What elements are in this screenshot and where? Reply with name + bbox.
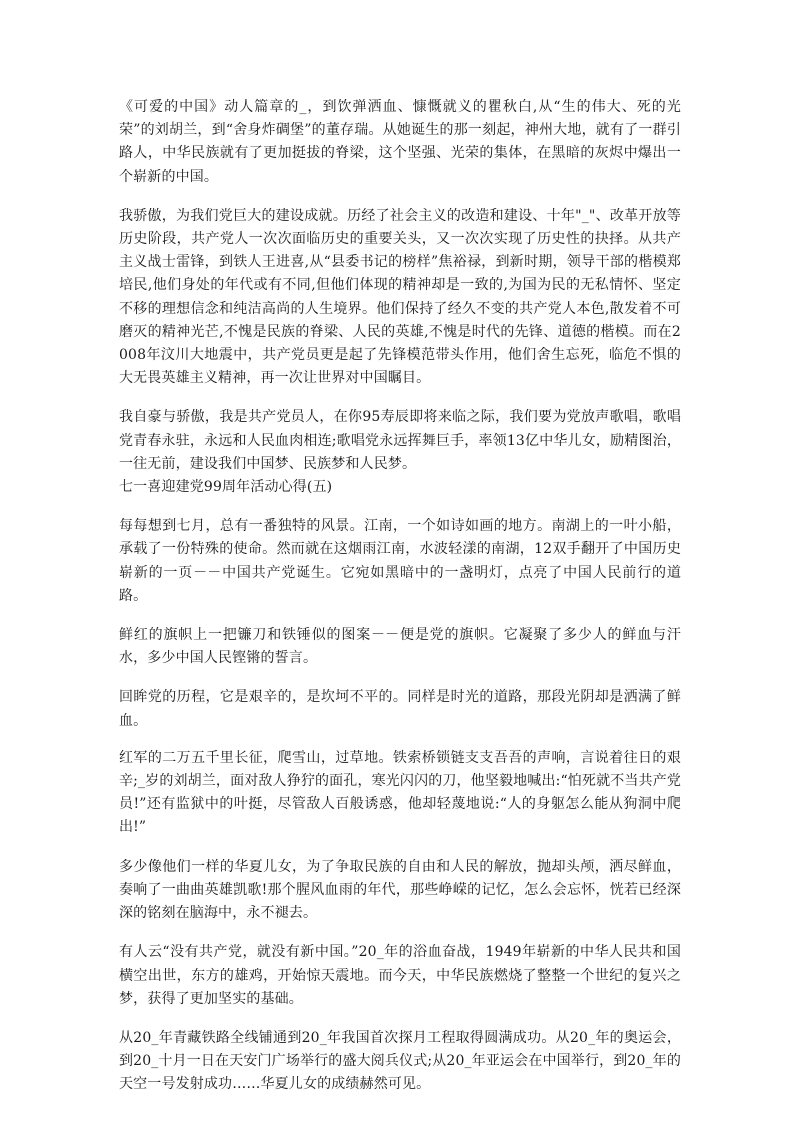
paragraph: 每每想到七月，总有一番独特的风景。江南，一个如诗如画的地方。南湖上的一叶小船，承载了一份特殊的使命。然而就在这烟雨江南，水波轻漾的南湖，12双手翻开了中国历史崭新的一页－－中国共产党诞生。它宛如黑暗中的一盏明灯，点亮了中国人民前行的道路。	[119, 518, 681, 604]
paragraph: 我自豪与骄傲，我是共产党员人，在你95寿辰即将来临之际，我们要为党放声歌唱，歌唱党青春永驻，永远和人民血肉相连;歌唱党永远挥舞巨手，率领13亿中华儿女，励精图治，一往无前，建设我们中国梦、民族梦和人民梦。	[119, 409, 681, 472]
paragraph: 有人云“没有共产党，就没有新中国。”20_年的浴血奋战，1949年崭新的中华人民共和国横空出世，东方的雄鸡，开始惊天震地。而今天，中华民族燃烧了整整一个世纪的复兴之梦，获得了更加坚实的基础。	[119, 944, 681, 1007]
paragraph: 多少像他们一样的华夏儿女，为了争取民族的自由和人民的解放，抛却头颅，洒尽鲜血，奏响了一曲曲英雄凯歌!那个腥风血雨的年代，那些峥嵘的记忆，怎么会忘怀，恍若已经深深的铭刻在脑海中，永不褪去。	[119, 858, 681, 922]
document-body	[119, 96, 681, 1097]
paragraph: 我骄傲，为我们党巨大的建设成就。历经了社会主义的改造和建设、十年"_"、改革开放等历史阶段，共产党人一次次面临历史的重要关头，又一次次实现了历史性的抉择。从共产主义战士雷锋，到铁人王进喜,从“县委书记的榜样”焦裕禄，到新时期，领导干部的楷模郑培民,他们身处的年代或有不同,但他们体现的精神却是一致的,为国为民的无私情怀、坚定不移的理想信念和纯洁高尚的人生境界。他们保持了经久不变的共产党人本色,散发着不可磨灭的精神光芒,不愧是民族的脊梁、人民的英雄,不愧是时代的先锋、道德的楷模。而在2008年汶川大地震中，共产党员更是起了先锋模范带头作用，他们舍生忘死，临危不惧的大无畏英雄主义精神，再一次让世界对中国瞩目。	[119, 207, 681, 387]
paragraph: 从20_年青藏铁路全线铺通到20_年我国首次探月工程取得圆满成功。从20_年的奥运会，到20_十月一日在天安门广场举行的盛大阅兵仪式;从20_年亚运会在中国举行，到20_年的天空一号发射成功……华夏儿女的成绩赫然可见。	[119, 1029, 681, 1093]
section-title: 七一喜迎建党99周年活动心得(五)	[119, 479, 333, 496]
paragraph: 鲜红的旗帜上一把镰刀和铁锤似的图案－－便是党的旗帜。它凝聚了多少人的鲜血与汗水，多少中国人民铿锵的誓言。	[119, 627, 681, 667]
paragraph: 红军的二万五千里长征，爬雪山，过草地。铁索桥锁链支支吾吾的声响，言说着往日的艰辛;_岁的刘胡兰，面对敌人狰狞的面孔，寒光闪闪的刀，他坚毅地喊出:“怕死就不当共产党员!”还有监狱中的叶挺，尽管敌人百般诱惑，他却轻蔑地说:“人的身躯怎么能从狗洞中爬出!”	[119, 749, 681, 836]
paragraph: 回眸党的历程，它是艰辛的，是坎坷不平的。同样是时光的道路，那段光阴却是洒满了鲜血。	[119, 689, 681, 729]
paragraph: 《可爱的中国》动人篇章的_，到饮弹洒血、慷慨就义的瞿秋白,从“生的伟大、死的光荣”的刘胡兰，到“舍身炸碉堡”的董存瑞。从她诞生的那一刻起，神州大地，就有了一群引路人，中华民族就有了更加挺拔的脊梁，这个坚强、光荣的集体，在黑暗的灰烬中爆出一个崭新的中国。	[119, 99, 681, 185]
